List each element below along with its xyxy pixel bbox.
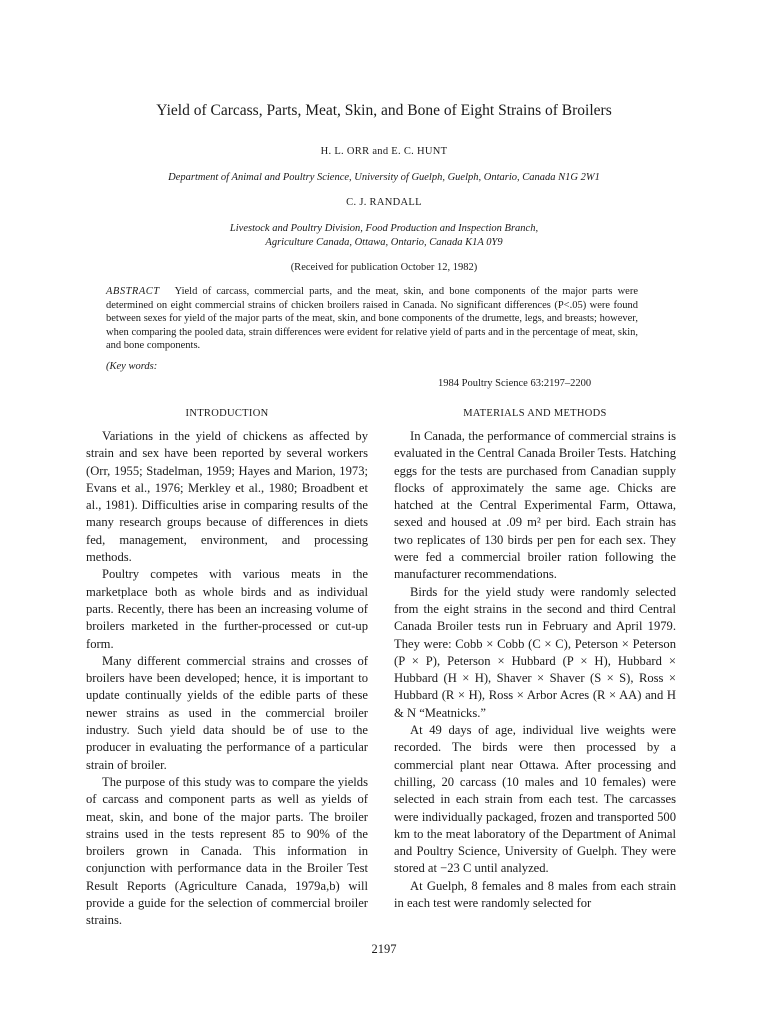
methods-paragraph: Birds for the yield study were randomly selected from the eight strains in the second and third Central Canada Broiler tests run in February and April 1979. They were: Cobb × Cobb (C × C), Peterson × Peterson (P × P), Peterson × Hubbard (P × H), Hubbard × Hubbard (H × H), Shaver × Shaver (S × S), Ross × Hubbard (R × H), Ross × Arbor Acres (R × AA) and H & N “Meatnicks.”	[394, 584, 676, 720]
abstract	[106, 285, 638, 353]
authors-secondary: C. J. RANDALL	[346, 197, 422, 208]
introduction-paragraph: Variations in the yield of chickens as affected by strain and sex have been reported by several workers (Orr, 1955; Stadelman, 1959; Hayes and Marion, 1973; Evans et al., 1976; Merkley et al., 1980; Broadbent et al., 1981). Difficulties arise in comparing results of the many research groups because of differences in diets fed, management, environment, and processing methods.	[86, 429, 368, 565]
affiliation-secondary	[0, 222, 768, 250]
methods-heading: MATERIALS AND METHODS	[463, 408, 607, 419]
received-date: (Received for publication October 12, 1982)	[290, 262, 478, 273]
methods-paragraph: At 49 days of age, individual live weights were recorded. The birds were then processed by a commercial plant near Ottawa. After processing and chilling, 20 carcass (10 males and 10 females) were selected in each strain from each test. The carcasses were individually packaged, frozen and transported 500 km to the meat laboratory of the Department of Animal and Poultry Science, University of Guelph. They were stored at −23 C until analyzed.	[394, 723, 676, 876]
introduction-paragraph: Many different commercial strains and crosses of broilers have been developed; hence, it is important to update continually yields of the edible parts of these newer strains as used in the commercial broiler industry. Such yield data should be of use to the producer in evaluating the performance of a particular strain of broiler.	[86, 653, 368, 772]
authors-primary: H. L. ORR and E. C. HUNT	[320, 146, 448, 157]
methods-section	[394, 408, 676, 912]
page-number: 2197	[371, 942, 397, 956]
journal-citation: 1984 Poultry Science 63:2197–2200	[438, 378, 592, 389]
abstract-text: Yield of carcass, commercial parts, and the meat, skin, and bone components of the major parts were determined on eight commercial strains of chicken broilers raised in Canada. No significant differences (P<.05) were found between sexes for yield of the major parts of the meat, skin, and bone components of the drumette, legs, and breasts; however, when comparing the pooled data, strain differences were evident for relative yield of parts and in the percentage of meat, skin, and bone components.	[106, 286, 638, 352]
affiliation-secondary-line2: Agriculture Canada, Ottawa, Ontario, Canada K1A 0Y9	[265, 237, 503, 248]
abstract-label: ABSTRACT	[106, 286, 160, 297]
methods-paragraph: At Guelph, 8 females and 8 males from each strain in each test were randomly selected for	[394, 878, 676, 911]
introduction-heading: INTRODUCTION	[185, 408, 269, 419]
affiliation-primary: Department of Animal and Poultry Science, University of Guelph, Guelph, Ontario, Canada N1G 2W1	[168, 172, 600, 183]
affiliation-secondary-line1: Livestock and Poultry Division, Food Production and Inspection Branch,	[229, 223, 539, 234]
paper-title: Yield of Carcass, Parts, Meat, Skin, and Bone of Eight Strains of Broilers	[156, 102, 612, 119]
keywords: (Key words:	[106, 361, 158, 372]
introduction-section	[86, 408, 368, 930]
introduction-paragraph: Poultry competes with various meats in the marketplace both as whole birds and as individual parts. Recently, there has been an increasing volume of broilers marketed in the further-processed or cut-up form.	[86, 567, 368, 651]
methods-paragraph: In Canada, the performance of commercial strains is evaluated in the Central Canada Broiler Tests. Hatching eggs for the tests are purchased from Canadian supply flocks of approximately the same age. Chicks are hatched at the Central Experimental Farm, Ottawa, sexed and housed at .09 m² per bird. Each strain has two replicates of 130 birds per pen for each sex. They were fed a commercial broiler ration following the manufacturer recommendations.	[394, 429, 676, 582]
introduction-paragraph: The purpose of this study was to compare the yields of carcass and component parts as well as yields of meat, skin, and bone of the major parts. The broiler strains used in the tests represent 85 to 90% of the broilers grown in Canada. This information in conjunction with performance data in the Broiler Test Result Reports (Agriculture Canada, 1979a,b) will provide a guide for the selection of commercial broiler strains.	[86, 774, 368, 928]
